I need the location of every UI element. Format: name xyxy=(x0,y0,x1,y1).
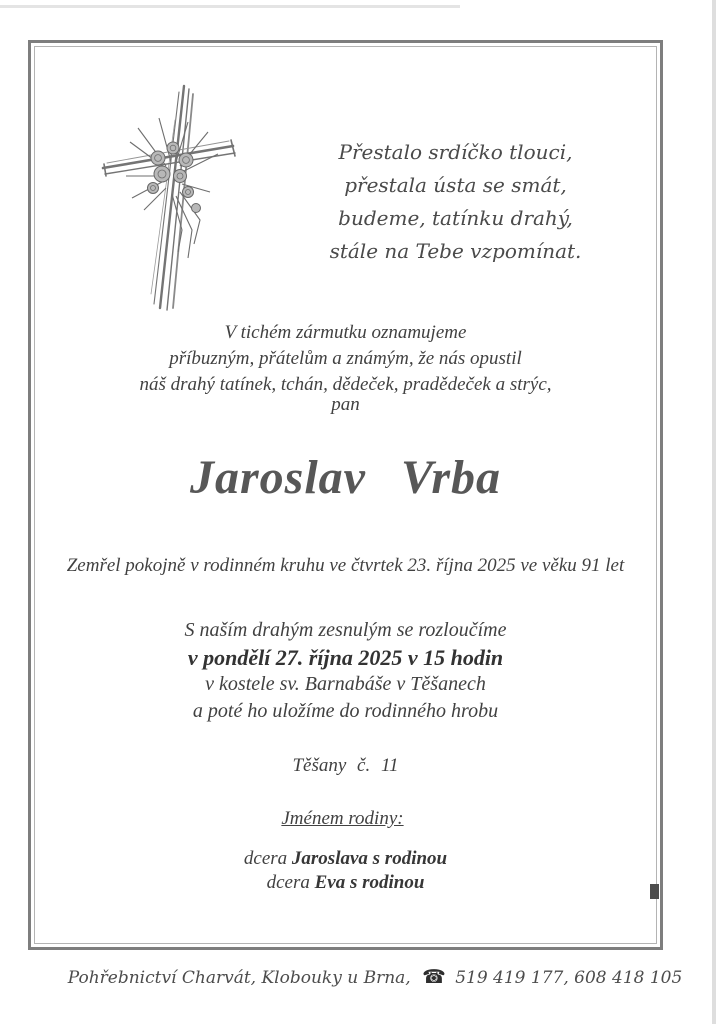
member-prefix: dcera xyxy=(243,848,292,869)
verse-line: Přestalo srdíčko tlouci, xyxy=(338,140,573,164)
farewell-line: S naším drahým zesnulým se rozloučíme xyxy=(184,619,507,641)
scan-artifact-right-edge xyxy=(712,0,716,1024)
deceased-name: Jaroslav Vrba xyxy=(189,451,502,504)
verse-line: budeme, tatínku drahý, xyxy=(338,206,573,230)
phone-icon: ☎ xyxy=(422,966,446,988)
farewell-burial: a poté ho uložíme do rodinného hrobu xyxy=(192,700,499,722)
death-notice: Zemřel pokojně v rodinném kruhu ve čtvrtek 23. října 2025 ve věku 91 let xyxy=(66,555,625,576)
announcement-text xyxy=(28,320,663,398)
family-member xyxy=(28,871,663,895)
family-members xyxy=(28,847,663,895)
memorial-verse xyxy=(308,136,603,268)
member-name: Jaroslava s rodinou xyxy=(291,848,448,869)
funeral-home-footer xyxy=(50,966,700,988)
announcement-line: V tichém zármutku oznamujeme xyxy=(224,322,467,343)
family-heading xyxy=(28,808,663,830)
home-address: Těšany č. 11 xyxy=(292,755,399,776)
member-prefix: dcera xyxy=(266,872,315,893)
phone-numbers: 519 419 177, 608 418 105 xyxy=(455,968,683,988)
verse-line: stále na Tebe vzpomínat. xyxy=(329,239,582,263)
family-heading-label: Jménem rodiny: xyxy=(281,808,404,829)
funeral-home-name: Pohřebnictví Charvát, Klobouky u Brna, xyxy=(67,968,411,988)
cross-with-flowers-icon xyxy=(96,80,282,318)
scan-artifact-top xyxy=(0,5,460,8)
announcement-line: příbuzným, přátelům a známým, že nás opustil xyxy=(169,348,522,369)
title-prefix: pan xyxy=(331,394,360,415)
farewell-date-time: v pondělí 27. října 2025 v 15 hodin xyxy=(187,645,504,670)
farewell-place: v kostele sv. Barnabáše v Těšanech xyxy=(205,673,486,695)
member-name: Eva s rodinou xyxy=(314,872,425,893)
announcement-line: náš drahý tatínek, tchán, dědeček, pradědeček a strýc, xyxy=(139,374,552,395)
farewell-details xyxy=(28,617,663,725)
family-member xyxy=(28,847,663,871)
verse-line: přestala ústa se smát, xyxy=(344,173,567,197)
